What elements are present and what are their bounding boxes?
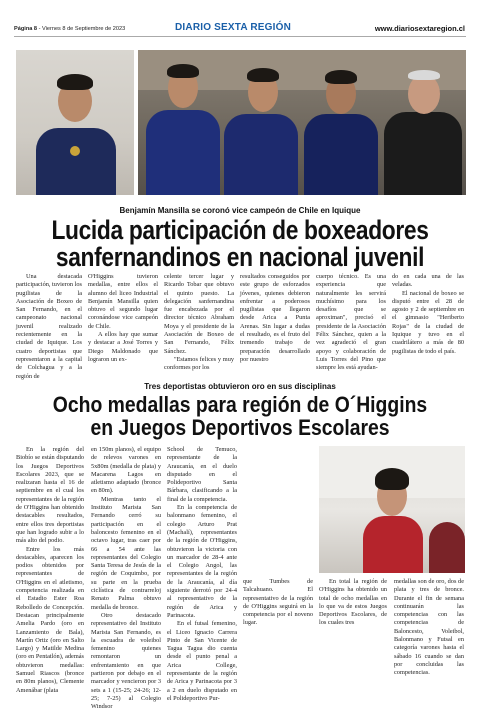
header-divider (14, 36, 466, 37)
article1-column-1 (16, 273, 82, 381)
article1-kicker: Benjamín Mansilla se coronó vice campeón de Chile en Iquique (119, 206, 361, 215)
paragraph: Entre los más destacables, aparecen los podios obtenidos por representantes de O'Higgins en el atletismo, competencia realizada en el Estadio Ester Roa Rebolledo de Concepción. Destacan principalmente Amelia Pardo (oro en Lanzamiento de Bala), Martín Ortiz (oro en Salto Largo) y Matilde Medina (oro en Pentatlón), además obtuvieron medallas: Samuel Riascos (bronce en 80m planos), Clemente Amenábar (plata (16, 545, 84, 694)
paragraph: cuerpo técnico. Es una experiencia que naturalmente les servirá muchísimo para los desafíos que se aproximan", precisó el presidente de la Asociación Félix Sánchez, quien a la vez agradeció el gran apoyo y colaboración de Luis Torres del Pino que siempre les está ayudan- (316, 273, 386, 372)
article2-kicker: Tres deportistas obtuvieron oro en sus disciplinas (144, 382, 336, 391)
paragraph: A ellos hay que sumar y destacar a José Torres y Diego Maldonado que lograron un ex- (88, 331, 158, 363)
article2-column-5 (319, 578, 387, 628)
paragraph: do en cada una de las veladas. (392, 273, 464, 289)
paragraph: O'Higgins tuvieron medallas, entre ellos el alumno del liceo Industrial Benjamín Mansilla quien obtuvo el segundo lugar coronándose vice campeón de Chile. (88, 273, 158, 330)
article2-column-6 (394, 578, 464, 678)
paragraph: medallas son de oro, dos de plata y tres de bronce. Durante el fin de semana continuarán las competencias con las competencias de Baloncesto, Voleibol, Balonmano y Futsal en categoría varones hasta el sábado 16 cuando se dan por concluidas las competencias. (394, 578, 464, 677)
article2-headline-line2: en Juegos Deportivos Escolares (90, 415, 390, 440)
newspaper-name: DIARIO SEXTA REGIÓN (175, 22, 292, 33)
photo-figure (167, 64, 199, 78)
article1-column-3 (164, 273, 234, 373)
paragraph: que Tumbes de Talcahuano. El representativo de la región de O'Higgins seguirá en la competencia por el noveno lugar. (243, 578, 313, 627)
article1-headline-line1: Lucida participación de boxeadores (51, 215, 429, 245)
newspaper-website: www.diariosextaregion.cl (374, 24, 465, 33)
photo-figure (146, 110, 220, 195)
photo-figure (429, 522, 465, 573)
article2-column-2 (91, 446, 161, 712)
article1-column-4 (240, 273, 310, 364)
photo-figure (408, 74, 440, 114)
photo-figure (304, 114, 378, 195)
paragraph: resultados conseguidos por este grupo de esforzados jóvenes, quienes debieron enfrentar a poderosos pugilistas que llegaron desde Arica a Punta Arenas. Sin lugar a dudas el resultado, es el fruto del tremendo trabajo de preparación desarrollado por nuestro (240, 273, 310, 363)
photo-figure (384, 112, 462, 195)
photo-figure (363, 516, 423, 573)
paragraph: En la competencia de balonmano femenino, el colegio Arturo Prat (Machalí), representantes de la región de O'Higgins, obtuvieron la victoria con un marcador de 28-4 ante el Colegio Angol, las representantes de la región de la Araucanía, al día siguiente derrotó por 24-4 al representativo de la región de Arica y Parinacota. (167, 504, 237, 619)
photo-figure (408, 70, 440, 80)
paragraph: En total la región de O'Higgins ha obtenido un total de ocho medallas en lo que va de estos Juegos Deportivos Escolares, de los cuales tres (319, 578, 387, 627)
paragraph: Otro destacado representativo del Instituto Marista San Fernando, es la escuadra de voleibol femenino quienes remontaron un enfrentamiento en que partieron por debajo en el marcador y vencieron por 3 sets a 1 (15-25; 24-26; 12-25; 7-25) al Colegio Windsor (91, 611, 161, 711)
photo-figure (224, 114, 298, 195)
photo-figure (247, 68, 279, 82)
issue-date: - Viernes 8 de Septiembre de 2023 (37, 26, 126, 32)
paragraph: Una destacada participación, tuvieron los pugilistas de la Asociación de Boxeo de San Fernando, en el campeonato nacional juvenil realizado recientemente en la ciudad de Iquique. Los cuatro deportistas que representaron a la capital de Colchagua y a la región de (16, 273, 82, 380)
article2-column-1 (16, 446, 84, 695)
page-date-line (14, 26, 125, 32)
athlete-photo (319, 446, 465, 573)
photo-figure (36, 128, 116, 195)
paragraph: celente tercer lugar y Ricardo Tobar que obtuvo el quinto puesto. La delegación sanfernandina fue encabezada por el director técnico Abraham Moya y el presidente de la Asociación de Boxeo de San Fernando, Félix Sánchez. (164, 273, 234, 355)
page-header (0, 0, 480, 40)
photo-figure (57, 74, 93, 90)
photo-figure (375, 468, 409, 490)
paragraph: "Estamos felices y muy conformes por los (164, 355, 234, 372)
medal-icon (70, 146, 80, 156)
article1-column-5 (316, 273, 386, 373)
paragraph: En la región del Biobío se están disputando los Juegos Deportivos Escolares 2023, que se realizaran hasta el 16 de septiembre en el cual los representantes de la región de O'Higgins han obtenido destacables resultados, entre ellos tres deportistas que han logrado subir a lo más alto del podio. (16, 446, 84, 545)
paragraph: En el futsal femenino, el Liceo Ignacio Carrera Pinto de San Vicente de Tagua Tagua dio cuenta desde el punto penal a Arica College, representante de la región de Arica y Parinacota por 3 a 2 en duelo disputado en el Polideportivo Pur- (167, 620, 237, 702)
paragraph: en 150m planos), el equipo de relevos varones en 5x80m (medalla de plata) y Macarena Lagos en atletismo adaptado (bronce en 80m). (91, 446, 161, 495)
paragraph: School de Temuco, representante de la Araucanía, en el duelo disputado en el Polideportivo Santa Bárbara, clasificando a la final de la competencia. (167, 446, 237, 503)
page-number: Página 8 (14, 26, 38, 32)
article2-column-4 (243, 578, 313, 628)
photo-figure (325, 70, 357, 84)
article2-column-3 (167, 446, 237, 703)
paragraph: El nacional de boxeo se disputó entre el 28 de agosto y 2 de septiembre en el gimnasio "Heriberto Rojas" de la ciudad de Iquique y tuvo en el cuadrilátero a más de 80 pugilistas de todo el país. (392, 289, 464, 355)
article1-headline-line2: sanfernandinos en nacional juvenil (55, 242, 425, 272)
team-group-photo (138, 50, 466, 195)
paragraph: Mientras tanto el Instituto Marista San Fernando cerró su participación en el baloncesto femenino en el octavo lugar, tras caer por 66 a 54 ante las representantes del Colegio Santa Teresa de Jesús de la región de Coquimbo, por su parte en la prueba ciclística de contrarreloj Renato Palma obtuvo medalla de bronce. (91, 495, 161, 611)
article2-headline-line1: Ocho medallas para región de O´Higgins (52, 392, 428, 417)
article1-column-6 (392, 273, 464, 356)
article1-column-2 (88, 273, 158, 364)
boxer-portrait-photo (16, 50, 134, 195)
